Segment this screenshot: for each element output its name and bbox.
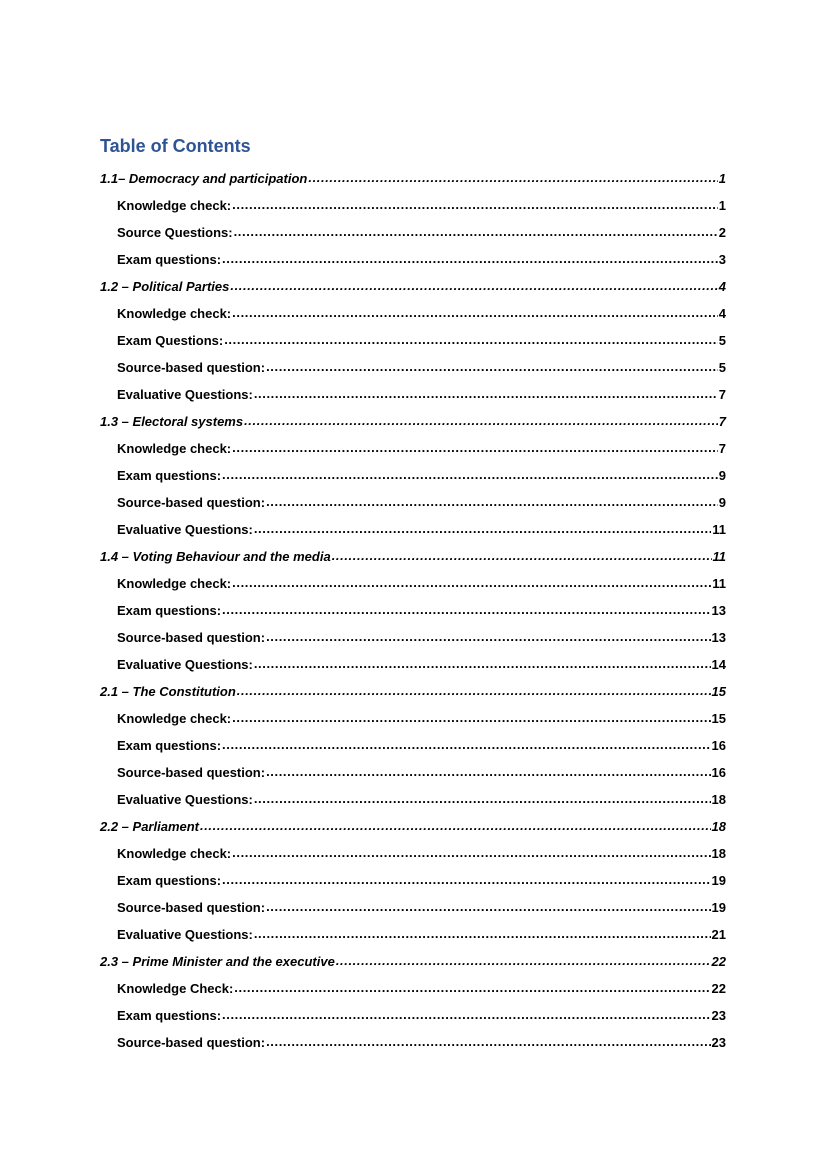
toc-subsection-entry[interactable] bbox=[100, 600, 726, 627]
toc-subsection-entry[interactable] bbox=[100, 978, 726, 1005]
toc-entry-page-number: 4 bbox=[718, 306, 726, 321]
toc-dot-leader bbox=[254, 383, 718, 405]
toc-dot-leader bbox=[230, 275, 717, 297]
toc-entry-page-number: 14 bbox=[711, 657, 726, 672]
toc-subsection-entry[interactable] bbox=[100, 303, 726, 330]
toc-section-entry[interactable] bbox=[100, 546, 726, 573]
toc-entry-label: 1.1– Democracy and participation bbox=[100, 171, 308, 186]
toc-dot-leader bbox=[308, 167, 717, 189]
toc-subsection-entry[interactable] bbox=[100, 465, 726, 492]
toc-section-entry[interactable] bbox=[100, 816, 726, 843]
toc-entry-label: Knowledge Check: bbox=[117, 981, 234, 996]
toc-subsection-entry[interactable] bbox=[100, 870, 726, 897]
toc-dot-leader bbox=[232, 842, 710, 864]
toc-entry-page-number: 18 bbox=[711, 846, 726, 861]
toc-section-entry[interactable] bbox=[100, 681, 726, 708]
toc-subsection-entry[interactable] bbox=[100, 708, 726, 735]
toc-subsection-entry[interactable] bbox=[100, 735, 726, 762]
toc-entry-page-number: 9 bbox=[718, 468, 726, 483]
toc-subsection-entry[interactable] bbox=[100, 654, 726, 681]
toc-subsection-entry[interactable] bbox=[100, 573, 726, 600]
toc-entry-label: 2.1 – The Constitution bbox=[100, 684, 236, 699]
toc-section-entry[interactable] bbox=[100, 276, 726, 303]
toc-entry-label: Evaluative Questions: bbox=[117, 522, 253, 537]
toc-subsection-entry[interactable] bbox=[100, 249, 726, 276]
toc-dot-leader bbox=[244, 410, 718, 432]
toc-entry-label: Exam questions: bbox=[117, 252, 222, 267]
toc-entry-page-number: 7 bbox=[718, 387, 726, 402]
toc-entry-page-number: 13 bbox=[711, 603, 726, 618]
toc-dot-leader bbox=[266, 356, 718, 378]
toc-entry-page-number: 3 bbox=[718, 252, 726, 267]
toc-entry-label: Exam questions: bbox=[117, 603, 222, 618]
toc-entry-label: 2.3 – Prime Minister and the executive bbox=[100, 954, 335, 969]
toc-subsection-entry[interactable] bbox=[100, 843, 726, 870]
toc-dot-leader bbox=[266, 491, 718, 513]
toc-dot-leader bbox=[222, 869, 711, 891]
toc-subsection-entry[interactable] bbox=[100, 897, 726, 924]
toc-dot-leader bbox=[266, 761, 710, 783]
toc-entry-page-number: 23 bbox=[711, 1035, 726, 1050]
toc-dot-leader bbox=[232, 437, 718, 459]
toc-entry-label: Evaluative Questions: bbox=[117, 792, 253, 807]
toc-entry-page-number: 2 bbox=[718, 225, 726, 240]
toc-entry-label: Source-based question: bbox=[117, 900, 266, 915]
toc-entry-label: Source-based question: bbox=[117, 1035, 266, 1050]
toc-subsection-entry[interactable] bbox=[100, 1005, 726, 1032]
toc-subsection-entry[interactable] bbox=[100, 357, 726, 384]
toc-dot-leader bbox=[254, 653, 711, 675]
toc-entry-label: Exam questions: bbox=[117, 468, 222, 483]
toc-entry-page-number: 11 bbox=[712, 549, 726, 564]
toc-subsection-entry[interactable] bbox=[100, 1032, 726, 1059]
toc-entry-label: Knowledge check: bbox=[117, 441, 232, 456]
toc-entry-page-number: 16 bbox=[711, 738, 726, 753]
toc-entry-label: 2.2 – Parliament bbox=[100, 819, 199, 834]
toc-entry-page-number: 21 bbox=[711, 927, 726, 942]
toc-list bbox=[100, 168, 726, 1059]
toc-subsection-entry[interactable] bbox=[100, 492, 726, 519]
toc-subsection-entry[interactable] bbox=[100, 519, 726, 546]
toc-entry-page-number: 9 bbox=[718, 495, 726, 510]
toc-subsection-entry[interactable] bbox=[100, 195, 726, 222]
toc-section-entry[interactable] bbox=[100, 951, 726, 978]
toc-entry-label: Evaluative Questions: bbox=[117, 927, 253, 942]
toc-dot-leader bbox=[224, 329, 718, 351]
toc-dot-leader bbox=[254, 923, 711, 945]
toc-dot-leader bbox=[237, 680, 711, 702]
toc-dot-leader bbox=[222, 734, 711, 756]
toc-entry-label: Knowledge check: bbox=[117, 306, 232, 321]
toc-dot-leader bbox=[254, 788, 711, 810]
toc-entry-label: 1.4 – Voting Behaviour and the media bbox=[100, 549, 331, 564]
toc-entry-label: Knowledge check: bbox=[117, 846, 232, 861]
toc-subsection-entry[interactable] bbox=[100, 384, 726, 411]
toc-entry-page-number: 11 bbox=[712, 522, 726, 537]
toc-dot-leader bbox=[222, 599, 711, 621]
toc-dot-leader bbox=[200, 815, 711, 837]
toc-entry-page-number: 11 bbox=[712, 576, 726, 591]
toc-subsection-entry[interactable] bbox=[100, 924, 726, 951]
toc-dot-leader bbox=[222, 1004, 711, 1026]
toc-dot-leader bbox=[266, 1031, 710, 1053]
toc-entry-label: Evaluative Questions: bbox=[117, 657, 253, 672]
toc-entry-page-number: 19 bbox=[711, 873, 726, 888]
toc-dot-leader bbox=[266, 626, 710, 648]
toc-entry-page-number: 22 bbox=[711, 981, 726, 996]
toc-entry-label: Source-based question: bbox=[117, 360, 266, 375]
toc-entry-label: Source-based question: bbox=[117, 630, 266, 645]
toc-subsection-entry[interactable] bbox=[100, 330, 726, 357]
toc-entry-page-number: 16 bbox=[711, 765, 726, 780]
toc-dot-leader bbox=[266, 896, 710, 918]
toc-entry-label: Exam questions: bbox=[117, 1008, 222, 1023]
toc-entry-page-number: 4 bbox=[718, 279, 726, 294]
toc-title: Table of Contents bbox=[100, 136, 251, 156]
toc-entry-label: Source-based question: bbox=[117, 765, 266, 780]
toc-entry-page-number: 15 bbox=[711, 711, 726, 726]
toc-dot-leader bbox=[232, 572, 711, 594]
toc-entry-label: Knowledge check: bbox=[117, 576, 232, 591]
toc-entry-label: Knowledge check: bbox=[117, 711, 232, 726]
toc-entry-page-number: 19 bbox=[711, 900, 726, 915]
toc-subsection-entry[interactable] bbox=[100, 627, 726, 654]
toc-entry-label: 1.3 – Electoral systems bbox=[100, 414, 244, 429]
toc-dot-leader bbox=[234, 977, 710, 999]
toc-entry-page-number: 7 bbox=[718, 441, 726, 456]
toc-entry-label: Source-based question: bbox=[117, 495, 266, 510]
toc-dot-leader bbox=[336, 950, 711, 972]
toc-section-entry[interactable] bbox=[100, 168, 726, 195]
toc-subsection-entry[interactable] bbox=[100, 438, 726, 465]
toc-entry-page-number: 5 bbox=[718, 360, 726, 375]
toc-subsection-entry[interactable] bbox=[100, 789, 726, 816]
toc-entry-page-number: 18 bbox=[711, 819, 726, 834]
toc-dot-leader bbox=[222, 248, 718, 270]
toc-entry-page-number: 13 bbox=[711, 630, 726, 645]
toc-section-entry[interactable] bbox=[100, 411, 726, 438]
toc-entry-label: Exam questions: bbox=[117, 738, 222, 753]
toc-dot-leader bbox=[232, 302, 718, 324]
toc-entry-page-number: 18 bbox=[711, 792, 726, 807]
toc-entry-label: 1.2 – Political Parties bbox=[100, 279, 230, 294]
toc-entry-page-number: 22 bbox=[711, 954, 726, 969]
toc-dot-leader bbox=[222, 464, 718, 486]
toc-subsection-entry[interactable] bbox=[100, 222, 726, 249]
toc-dot-leader bbox=[234, 221, 718, 243]
toc-entry-page-number: 7 bbox=[718, 414, 726, 429]
toc-dot-leader bbox=[232, 707, 710, 729]
toc-subsection-entry[interactable] bbox=[100, 762, 726, 789]
toc-entry-page-number: 15 bbox=[711, 684, 726, 699]
toc-entry-label: Source Questions: bbox=[117, 225, 233, 240]
toc-entry-page-number: 1 bbox=[718, 198, 726, 213]
toc-dot-leader bbox=[254, 518, 711, 540]
toc-entry-label: Exam Questions: bbox=[117, 333, 224, 348]
toc-entry-label: Knowledge check: bbox=[117, 198, 232, 213]
toc-entry-label: Exam questions: bbox=[117, 873, 222, 888]
toc-entry-page-number: 23 bbox=[711, 1008, 726, 1023]
toc-entry-page-number: 5 bbox=[718, 333, 726, 348]
toc-dot-leader bbox=[332, 545, 712, 567]
toc-dot-leader bbox=[232, 194, 718, 216]
toc-entry-page-number: 1 bbox=[718, 171, 726, 186]
toc-entry-label: Evaluative Questions: bbox=[117, 387, 253, 402]
